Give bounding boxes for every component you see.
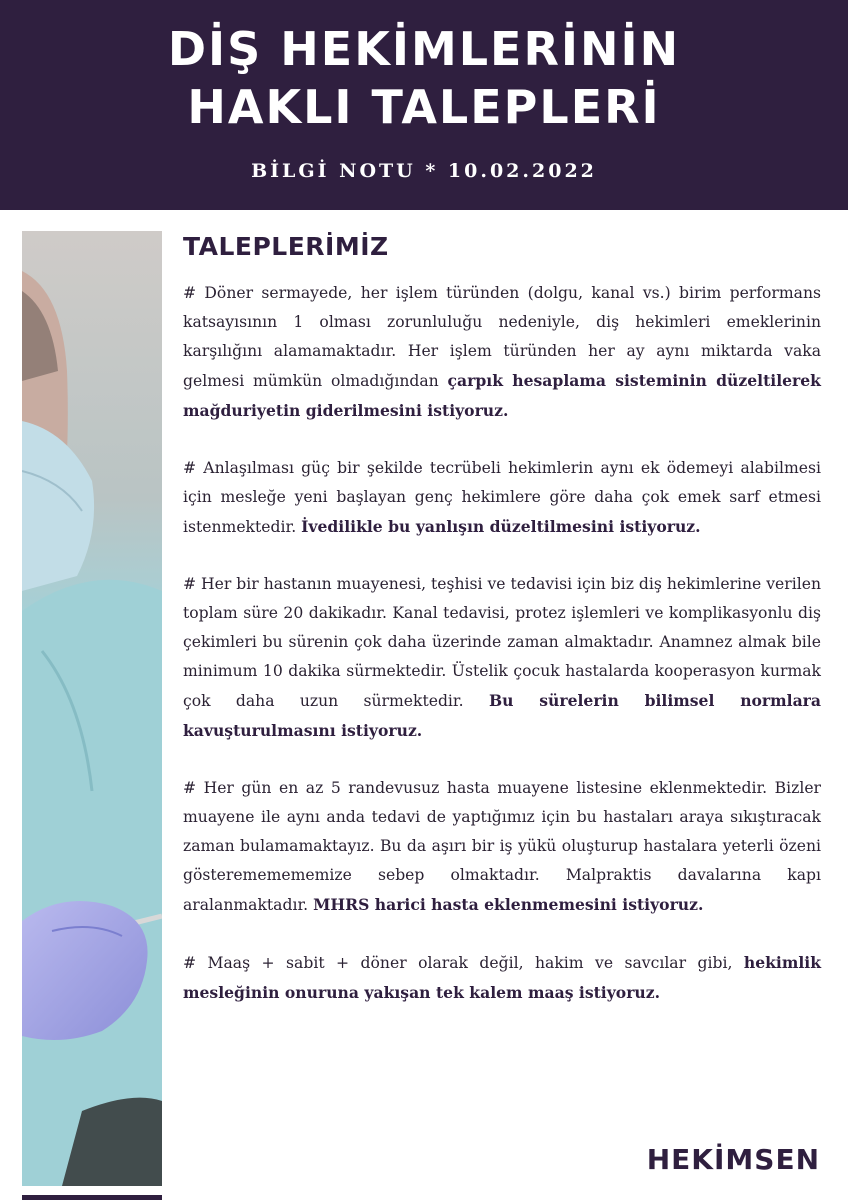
page-title — [0, 20, 848, 136]
demand-emphasis: Bu sürelerin bilimsel normlara kavuşturulmasını istiyoruz. — [183, 691, 821, 740]
demand-text: # Anlaşılması güç bir şekilde tecrübeli hekimlerin aynı ek ödemeyi alabilmesi için mesleğe yeni başlayan genç hekimlere göre daha çok emek sarf etmesi istenmektedir. — [183, 459, 821, 536]
section-title: TALEPLERİMİZ — [183, 232, 389, 261]
demands-list — [183, 279, 821, 1036]
demand-emphasis: İvedilikle bu yanlışın düzeltilmesini istiyoruz. — [301, 517, 701, 536]
title-line-1: DİŞ HEKİMLERİNİN — [167, 22, 681, 76]
title-line-2: HAKLI TALEPLERİ — [187, 80, 661, 134]
demand-emphasis: hekimlik mesleğinin onuruna yakışan tek kalem maaş istiyoruz. — [183, 953, 821, 1002]
demand-paragraph — [183, 948, 821, 1008]
demand-paragraph — [183, 774, 821, 920]
demand-text: # Maaş + sabit + döner olarak değil, hakim ve savcılar gibi, — [183, 954, 744, 972]
dentist-photo — [22, 231, 162, 1186]
demand-paragraph — [183, 279, 821, 426]
demand-text: # Döner sermayede, her işlem türünden (dolgu, kanal vs.) birim performans katsayısının 1 olması zorunluluğu nedeniyle, diş hekimleri emeklerinin karşılığını alamamaktadır. Her işlem türünden her ay aynı miktarda vaka gelmesi mümkün olmadığından — [183, 284, 821, 390]
demand-emphasis: çarpık hesaplama sisteminin düzeltilerek mağduriyetin giderilmesini istiyoruz. — [183, 371, 821, 420]
demand-paragraph — [183, 570, 821, 746]
photo-bottom-strip — [22, 1195, 162, 1200]
info-note-date: BİLGİ NOTU * 10.02.2022 — [251, 160, 597, 182]
organization-logo: HEKİMSEN — [646, 1143, 820, 1176]
demand-emphasis: MHRS harici hasta eklenmemesini istiyoruz. — [313, 895, 704, 914]
demand-paragraph — [183, 454, 821, 542]
demand-text: # Her bir hastanın muayenesi, teşhisi ve tedavisi için biz diş hekimlerine verilen toplam süre 20 dakikadır. Kanal tedavisi, protez işlemleri ve komplikasyonlu diş çekimleri bu sürenin çok daha üzerinde zaman almaktadır. Anamnez almak bile minimum 10 dakika sürmektedir. Üstelik çocuk hastalarda kooperasyon kurmak çok daha uzun sürmektedir. — [183, 575, 821, 710]
header-banner — [0, 0, 848, 210]
demand-text: # Her gün en az 5 randevusuz hasta muayene listesine eklenmektedir. Bizler muayene ile aynı anda tedavi de yaptığımız için bu hastaları araya sıkıştıracak zaman bulamamaktayız. Bu da aşırı bir iş yükü oluşturup hastalara yeterli özeni gösterememememize sebep olmaktadır. Malpraktis davalarına kapı aralanmaktadır. — [183, 779, 821, 914]
